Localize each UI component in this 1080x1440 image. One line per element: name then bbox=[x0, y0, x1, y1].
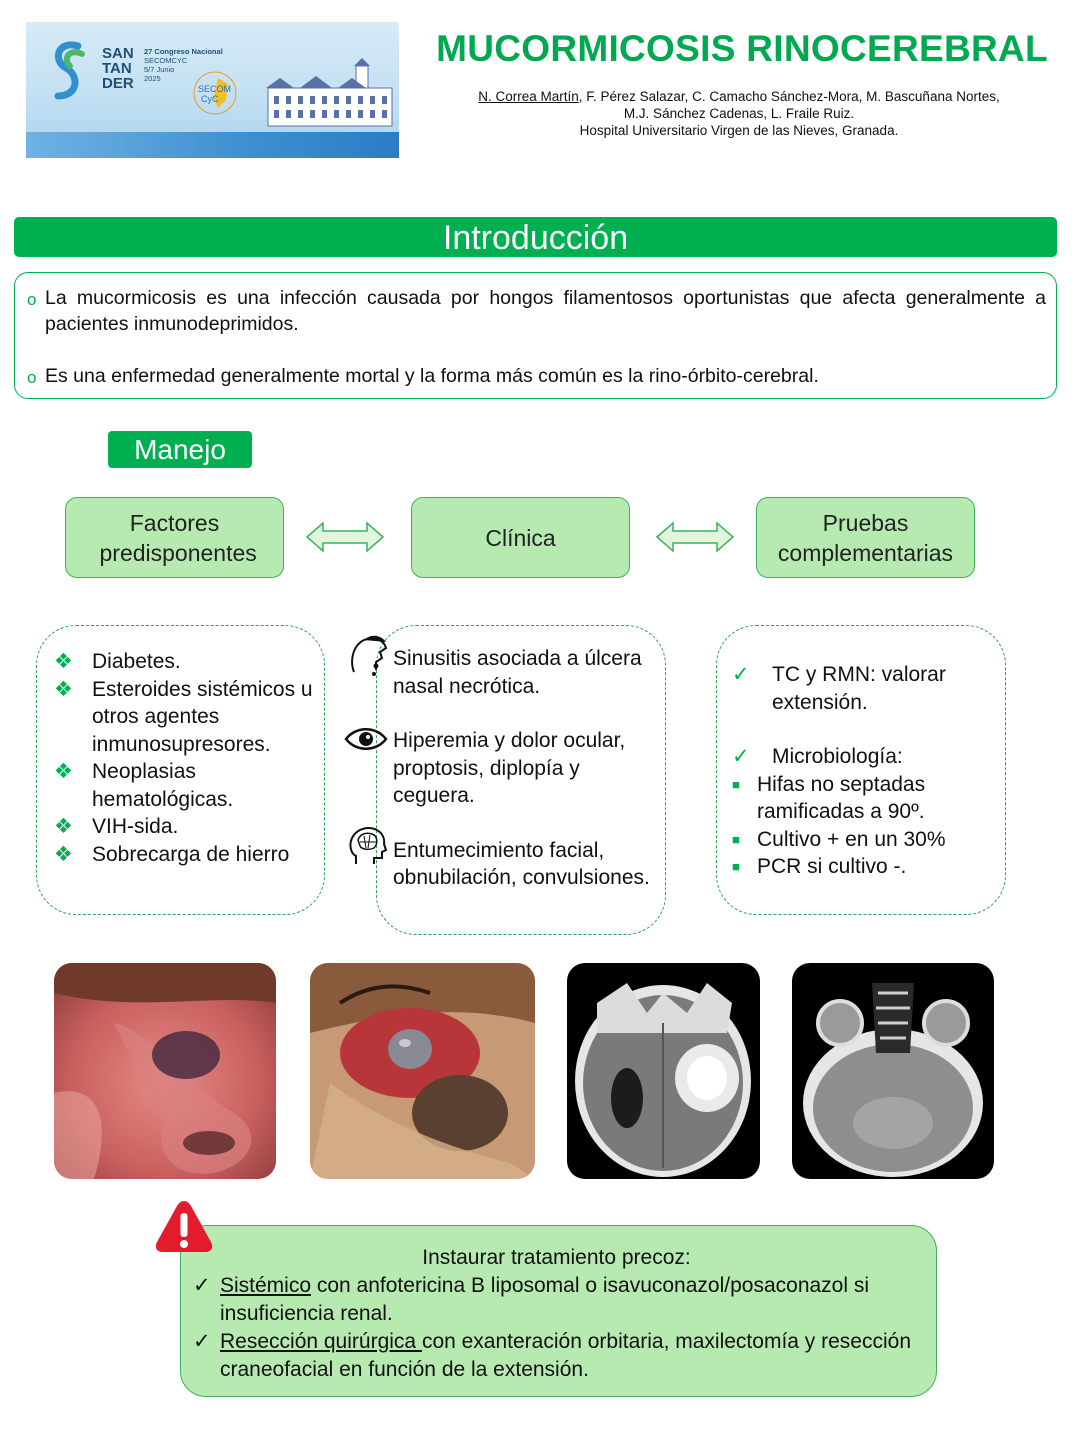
treatment-box bbox=[180, 1225, 937, 1397]
clinica-list bbox=[393, 645, 655, 892]
congress-s-logo bbox=[48, 38, 88, 104]
ct-hemorrhage-photo bbox=[567, 963, 760, 1179]
list-item: ❖ Diabetes. bbox=[54, 648, 316, 676]
intro-item: o La mucormicosis es una infección causada por hongos filamentosos oportunistas que afecta generalmente a pacientes inmunodeprimidos. bbox=[27, 287, 1046, 335]
circle-bullet-icon: o bbox=[27, 290, 37, 309]
banner-city: SAN TAN DER bbox=[102, 45, 134, 92]
list-item: ❖ Sobrecarga de hierro bbox=[54, 841, 316, 869]
list-item: ✓ Microbiología: bbox=[732, 743, 994, 771]
banner-stripe bbox=[26, 132, 399, 158]
factores-list bbox=[54, 648, 316, 868]
secom-logo bbox=[192, 70, 238, 116]
list-item: ■ Cultivo + en un 30% bbox=[732, 826, 994, 854]
authors-rest: , F. Pérez Salazar, C. Camacho Sánchez-Mora, M. Bascuñana Nortes, bbox=[578, 89, 1000, 104]
list-item: ■ PCR si cultivo -. bbox=[732, 853, 994, 881]
pruebas-list-box bbox=[716, 625, 1006, 915]
list-item: ✓ TC y RMN: valorar extensión. bbox=[732, 663, 946, 714]
brain-head-icon bbox=[344, 822, 388, 868]
square-bullet-icon: ■ bbox=[732, 831, 740, 847]
list-item: ■ Hifas no septadas ramificadas a 90º. bbox=[732, 772, 926, 823]
affiliation: Hospital Universitario Virgen de las Nieves, Granada. bbox=[579, 123, 899, 138]
nose-face-icon bbox=[346, 632, 390, 678]
list-item: ❖ Neoplasias hematológicas. bbox=[54, 760, 234, 811]
manejo-heading: Manejo bbox=[108, 431, 252, 468]
warning-icon bbox=[154, 1198, 214, 1254]
diamond-bullet-icon: ❖ bbox=[54, 815, 73, 838]
building-illustration bbox=[260, 58, 395, 132]
intro-box bbox=[14, 272, 1057, 399]
factores-list-box bbox=[36, 625, 325, 915]
list-item: ❖ Esteroides sistémicos u otros agentes inmunosupresores. bbox=[54, 677, 313, 756]
treatment-heading: Instaurar tratamiento precoz: bbox=[422, 1246, 691, 1269]
intro-heading: Introducción bbox=[14, 217, 1057, 257]
factores-box: Factores predisponentes bbox=[65, 497, 284, 578]
poster-title: MUCORMICOSIS RINOCEREBRAL bbox=[436, 28, 1048, 69]
clinica-box: Clínica bbox=[411, 497, 630, 578]
authors-block bbox=[412, 88, 1066, 139]
intro-item: o Es una enfermedad generalmente mortal y la forma más común es la rino-órbito-cerebral. bbox=[27, 363, 1046, 393]
svg-text:CyC: CyC bbox=[201, 94, 219, 104]
checkmark-icon: ✓ bbox=[193, 1330, 211, 1353]
checkmark-icon: ✓ bbox=[193, 1274, 211, 1297]
pruebas-box: Pruebas complementarias bbox=[756, 497, 975, 578]
diamond-bullet-icon: ❖ bbox=[54, 842, 73, 866]
double-arrow-icon bbox=[305, 520, 385, 554]
checkmark-icon: ✓ bbox=[732, 745, 750, 768]
circle-bullet-icon: o bbox=[27, 368, 37, 387]
treatment-item: ✓ Sistémico con anfotericina B liposomal o isavuconazol/posaconazol si insuficiencia renal. bbox=[193, 1274, 870, 1325]
double-arrow-icon bbox=[655, 520, 735, 554]
list-item: Entumecimiento facial, obnubilación, convulsiones. bbox=[393, 838, 650, 889]
first-author: N. Correa Martín bbox=[478, 89, 579, 104]
pruebas-list bbox=[732, 661, 994, 881]
banner-congress-text: 27 Congreso Nacional SECOMCYC 5/7 Junio 2025 bbox=[144, 47, 223, 83]
orbital-involvement-photo bbox=[310, 963, 535, 1179]
list-item: Hiperemia y dolor ocular, proptosis, diplopía y ceguera. bbox=[393, 729, 626, 807]
list-item: ❖ VIH-sida. bbox=[54, 813, 316, 841]
list-item: Sinusitis asociada a úlcera nasal necrótica. bbox=[393, 647, 642, 698]
ct-orbits-photo bbox=[792, 963, 994, 1179]
svg-text:SECOM: SECOM bbox=[198, 84, 232, 94]
diamond-bullet-icon: ❖ bbox=[54, 760, 73, 783]
square-bullet-icon: ■ bbox=[732, 776, 740, 792]
checkmark-icon: ✓ bbox=[732, 663, 750, 686]
nasal-necrosis-photo bbox=[54, 963, 276, 1179]
authors-line-2: M.J. Sánchez Cadenas, L. Fraile Ruiz. bbox=[623, 106, 855, 121]
treatment-item: ✓ Resección quirúrgica con exanteración orbitaria, maxilectomía y resección craneofacial en función de la extensión. bbox=[193, 1330, 911, 1381]
diamond-bullet-icon: ❖ bbox=[54, 677, 73, 701]
congress-banner bbox=[26, 22, 399, 158]
square-bullet-icon: ■ bbox=[732, 859, 740, 874]
eye-icon bbox=[344, 724, 388, 754]
diamond-bullet-icon: ❖ bbox=[54, 650, 73, 673]
